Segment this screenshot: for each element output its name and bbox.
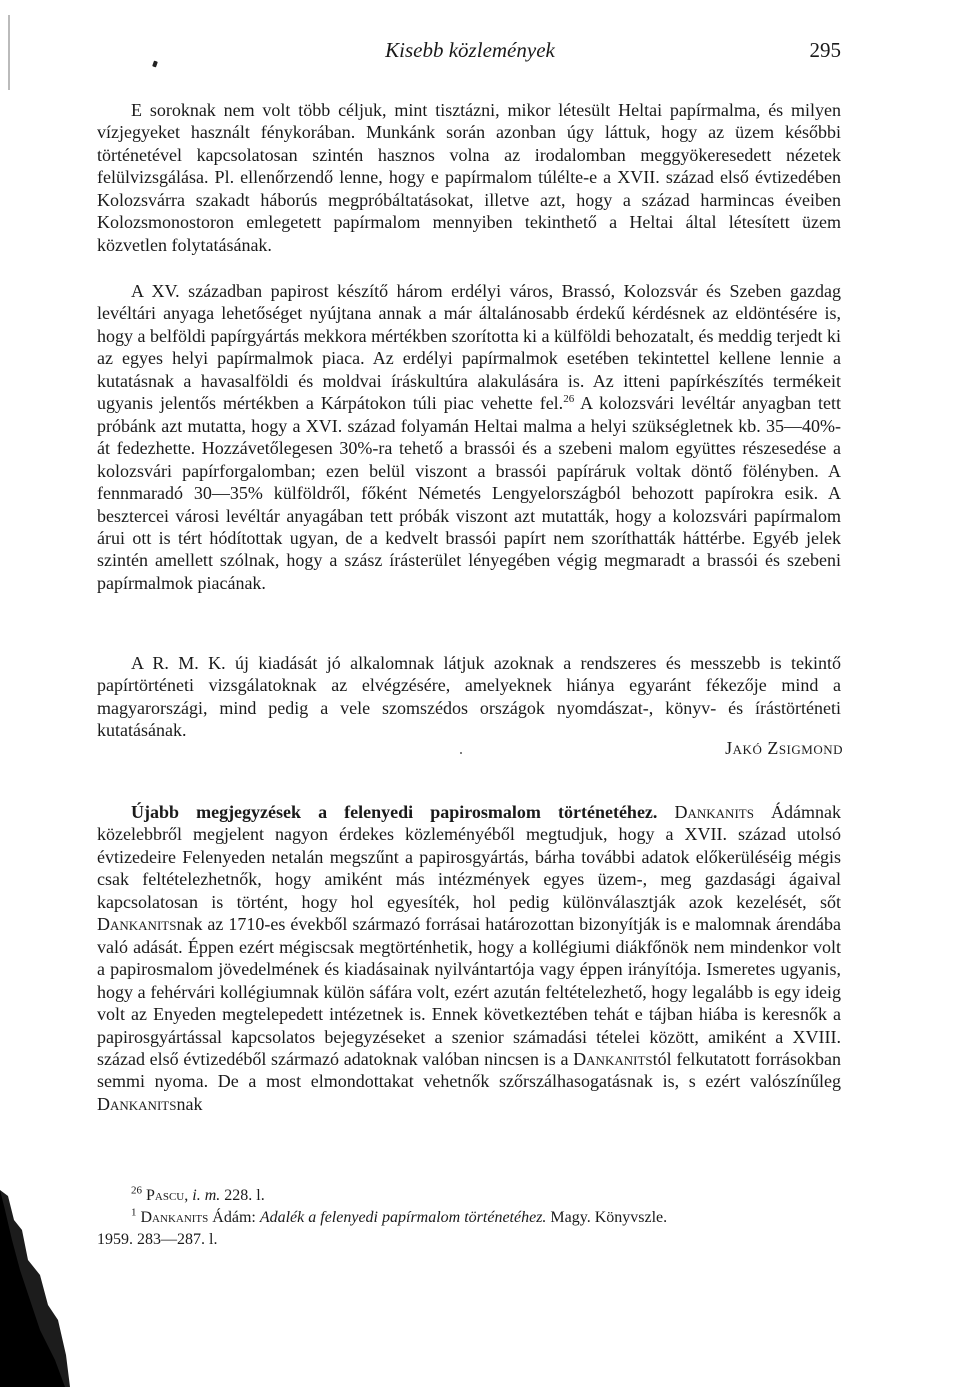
page-number: 295 [809,38,841,62]
footnote-26-ref: i. m. [192,1187,221,1204]
footnote-1-title: Adalék a felenyedi papírmalom történetéhez. [259,1209,547,1226]
footnote-1-continued: 1959. 283—287. l. [97,1231,218,1248]
footnote-26-author: Pascu [146,1187,185,1204]
footnote-1 [97,1207,841,1229]
author-signature: Jakó Zsigmond [725,738,843,758]
paragraph-2-text: A XV. században papirost készítő három erdélyi város, Brassó, Kolozsvár és Szeben gazdag levéltári anyaga lehetőséget nyújtana annak a már általánosabb érdekű kérdésnek az eldöntésére is, hogy a belföldi papírgyártás mekkora mértékben szorította ki a külföldi behozatalt, és meddig terjedt ki az egyes helyi papírmalmok piaca. Az erdélyi papírmalmok esetében tekintettel kellene lennie a kutatásnak a havasalföldi és moldvai íráskultúra alakulására is. Az itteni papírkészítés termékeit ugyanis jelentős mértékben a Kárpátokon túli piac vehette fel. [97,281,841,414]
author-name-4: Dankanits [97,1093,177,1114]
paragraph-3: A R. M. K. új kiadását jó alkalomnak látjuk azoknak a rendszeres és messzebb is tekintő papírtörténeti vizsgálatoknak az elvégzésére, amelyeknek hiánya egyaránt fékezője mind a magyarországi, mind pedig a vele szomszédos országok nyomdászat-, könyv- és írástörténeti kutatásának. [97,653,841,741]
running-title: Kisebb közlemények [385,38,555,62]
footnote-1-given: Ádám: [208,1209,260,1226]
notice-text-4: nak [176,1093,203,1114]
footnote-mark-26: 26 [131,1184,142,1197]
notice-text-1: Ádámnak közelebbről megjelent nagyon érdekes közleményéből megtudjuk, hogy a XVII. század utolsó évtizedeire Felenyeden netalán megszűnt a papirosgyártás, bárha további adatok előkerüléséig mégis csak feltételezhetnők, hogy amiként más intézmények egyes üzem-, meg gazdasági ágaival kapcsolatosan is történt, hogy hol egyesíték, hol pedig különválasztják azok kezelését, sőt [97,802,842,912]
footnote-ref-26: 26 [563,393,575,406]
scan-corner-shadow [0,1190,70,1387]
footnote-mark-1: 1 [131,1206,137,1219]
author-name-2: Dankanits [97,914,177,935]
paragraph-1: E soroknak nem volt több céljuk, mint tisztázni, mikor létesült Heltai papírmalma, és milyen vízjegyeket használt fénykorában. Munkánk során azonban úgy láttuk, hogy az üzem későbbi történetével kapcsolatosan szintén hasznos volna az irodalomban meggyökeresedett nézetek felülvizsgálása. Pl. ellenőrzendő lenne, hogy e papírmalom túlélte-e a XVII. század első évtizedében Kolozsvárra szakadt háborús megpróbáltatásokat, illetve azt, hogy a század harmincas éveiben Kolozsmonostoron emlegetett papírmalom mennyiben tekinthető a Heltai által létesített üzem közvetlen folytatásának. [97,100,841,255]
author-name: Dankanits [674,802,754,822]
footnote-26-pages: 228. l. [220,1187,265,1204]
footnote-1-source: Magy. Könyvszle. [546,1209,668,1226]
author-name-3: Dankanits [573,1048,653,1069]
footnotes [97,1185,841,1251]
scan-speck [460,752,462,754]
footnote-26: $^{26}$ Pascu, i. m. 228. l. [131,1184,265,1204]
footnote-1-author: Dankanits [140,1209,209,1226]
notice-text-2: nak az 1710-es évekből származó forrásai határozottan bizonyítják is e malomnak árendába való adását. Éppen ezért mégiscsak megtörténhetik, hogy a kollégiumi diákfőnök nem mindenkor volt a papirosmalom jövedelmének és kiadásainak nyilvántartója vagy éppen irányítója. Ismeretes ugyanis, hogy a fehérvári kollégiumnak külön sáfára volt, ezért azután feltételezhető, hogy legalább is egy ideig volt az Enyeden megtelepedett intézetnek is. Ennek következtében tehát e tájban hiába is keresnők a papirosgyártással kapcsolatos bejegyzéseket a szenior számadási tételei között, amiként a XVIII. század első évtizedéből származó adatoknak valóban nincsen is a [97,914,841,1069]
paragraph-2 [97,280,841,594]
notice-text-3: tól felkutatott forrásokban semmi nyoma. De a most elmondottakat vehetnők szőrszálhasogatásnak is, s ezért valószínűleg [97,1048,841,1092]
notice-paragraph [97,801,841,1115]
notice-heading: Újabb megjegyzések a felenyedi papirosmalom történetéhez. [131,802,658,822]
paragraph-2-continued: A kolozsvári levéltár anyagban tett próbánk azt mutatta, hogy a XVI. század folyamán Heltai malma a helyi szükségletnek kb. 35—40%-át fedezhette. Hozzávetőlegesen 30%-ra tehető a brassói és a szebeni malom együttes részesedése a kolozsvári papírforgalomban; ezen belül viszont a brassói papíráruk voltak döntő fölényben. A fennmaradó 30—35% külföldről, főként Németés Lengyelországból behozott papírokra esik. A besztercei városi levéltár anyagában tett próbák viszont azt mutatták, hogy a kolozsvári papírmalom árui ott is tért hódítottak ugyan, de a kedvelt brassói papírt nem szoríthatták háttérbe. Egyéb jelek szintén amellett szólnak, hogy a szász írásterület lényegében végig megmaradt a brassói és szebeni papírmalmok piacának. [97,393,842,593]
